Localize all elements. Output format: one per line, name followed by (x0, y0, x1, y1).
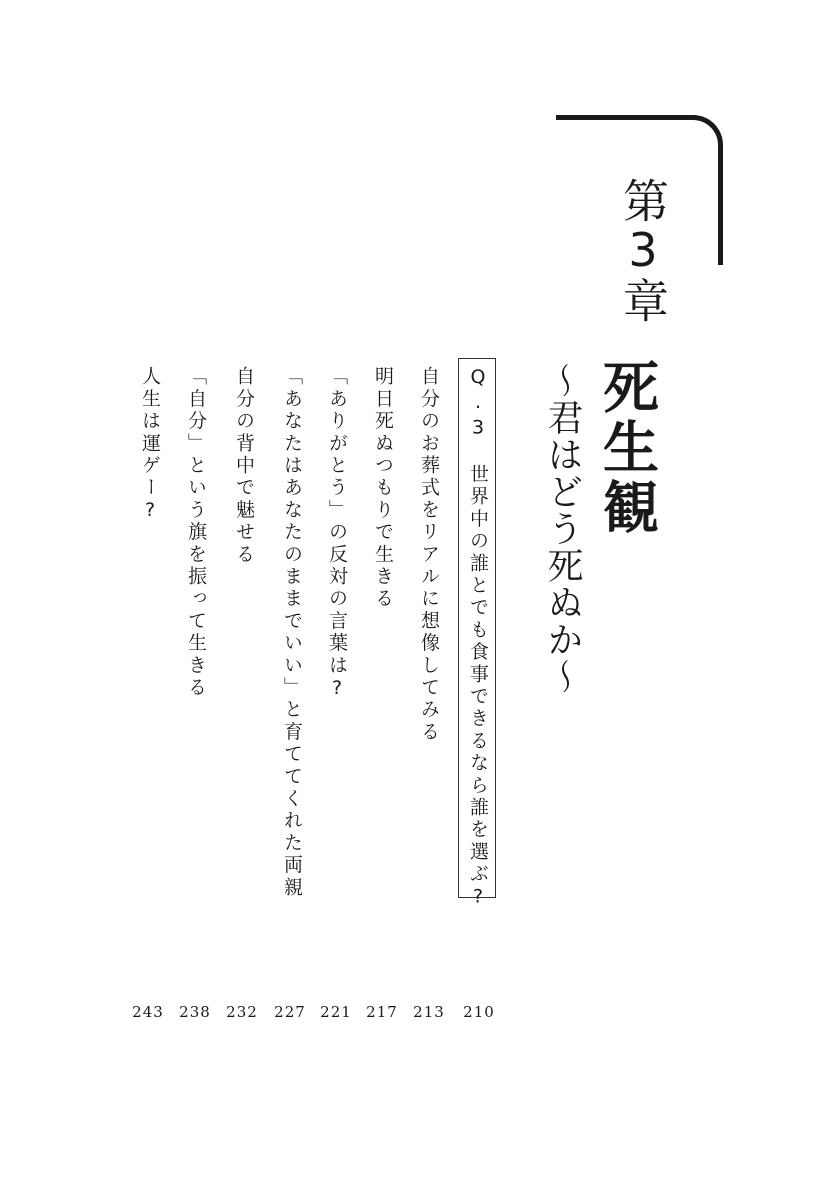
toc-entry-4[interactable]: 「あなたはあなたのままでいい」と育ててくれた両親 (281, 366, 303, 899)
page-number-6: 232 (226, 1003, 258, 1021)
toc-entry-5[interactable]: 自分の背中で魅せる (233, 366, 255, 566)
page-number-5: 227 (274, 1003, 306, 1021)
toc-entry-1[interactable]: 自分のお葬式をリアルに想像してみる (418, 366, 440, 744)
page-number-7: 238 (179, 1003, 211, 1021)
chapter-label: 第3章 (616, 177, 670, 323)
page-number-8: 243 (132, 1003, 164, 1021)
page-number-4: 221 (320, 1003, 352, 1021)
toc-entry-6[interactable]: 「自分」という旗を振って生きる (185, 366, 207, 699)
toc-entry-7[interactable]: 人生は運ゲー? (139, 366, 161, 525)
question-text: Q.3 世界中の誰とでも食事できるなら誰を選ぶ? (467, 366, 489, 911)
toc-entry-3[interactable]: 「ありがとう」の反対の言葉は? (326, 366, 348, 702)
page-number-3: 217 (366, 1003, 398, 1021)
toc-entry-2[interactable]: 明日死ぬつもりで生きる (372, 366, 394, 611)
page-number-2: 213 (413, 1003, 445, 1021)
chapter-title: 死生観 (594, 358, 659, 538)
page-number-1: 210 (463, 1003, 495, 1021)
chapter-subtitle: 〜君はどう死ぬか〜 (542, 362, 583, 695)
